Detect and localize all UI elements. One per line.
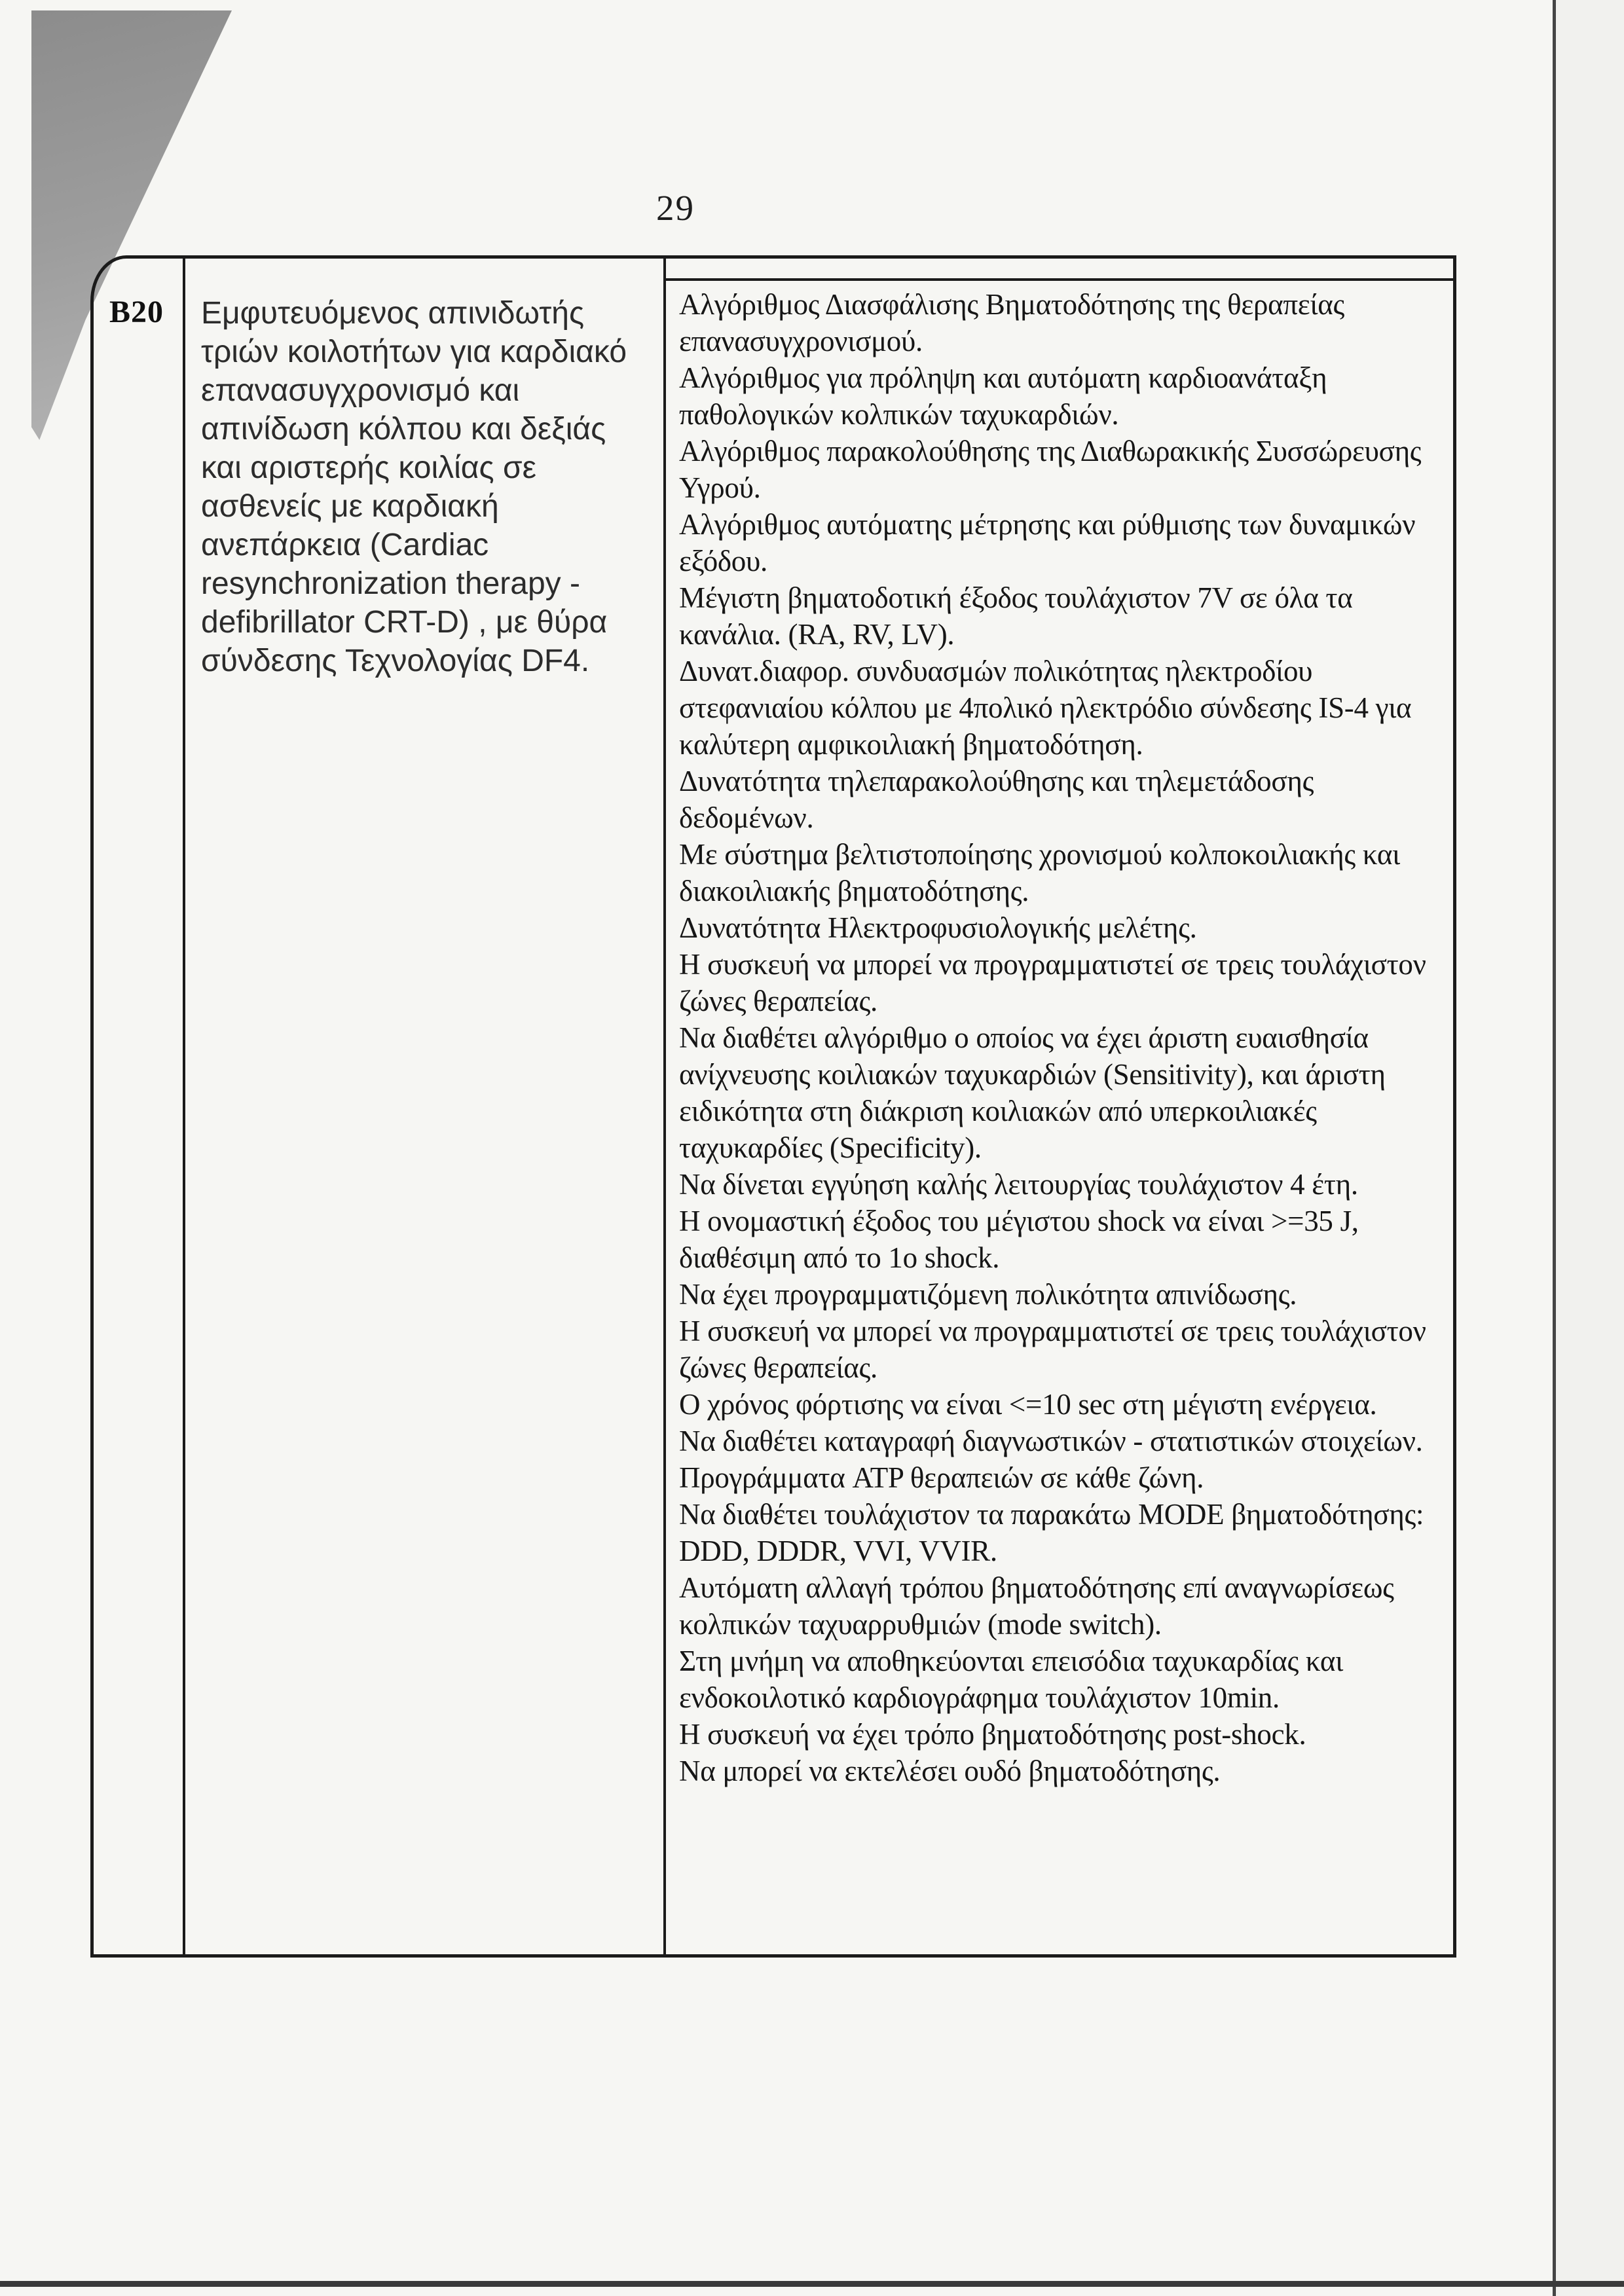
scan-edge-line-right (1553, 0, 1556, 2296)
spec-item: Να διαθέτει τουλάχιστον τα παρακάτω MODE βηματοδότησης: DDD, DDDR, VVI, VVIR. (679, 1498, 1424, 1567)
spec-item: Να δίνεται εγγύηση καλής λειτουργίας τουλάχιστον 4 έτη. (679, 1168, 1358, 1201)
spec-item: Στη μνήμη να αποθηκεύονται επεισόδια ταχυκαρδίας και ενδοκοιλοτικό καρδιογράφημα τουλάχιστον 10min. (679, 1645, 1343, 1714)
spec-item: Ο χρόνος φόρτισης να είναι <=10 sec στη μέγιστη ενέργεια. (679, 1388, 1377, 1421)
specification-table (90, 255, 1456, 1958)
spec-item: Δυνατότητα τηλεπαρακολούθησης και τηλεμετάδοσης δεδομένων. (679, 765, 1314, 834)
spec-item: Προγράμματα ATP θεραπειών σε κάθε ζώνη. (679, 1461, 1204, 1494)
spec-item: Η συσκευή να μπορεί να προγραμματιστεί σε τρεις τουλάχιστον ζώνες θεραπείας. (679, 948, 1426, 1017)
scan-paper-edge-right (1556, 0, 1624, 2296)
spec-item: Αυτόματη αλλαγή τρόπου βηματοδότησης επί αναγνωρίσεως κολπικών ταχυαρρυθμιών (mode switch). (679, 1571, 1394, 1641)
spec-item: Με σύστημα βελτιστοποίησης χρονισμού κολποκοιλιακής και διακοιλιακής βηματοδότησης. (679, 838, 1400, 907)
item-specifications-cell (666, 278, 1453, 1954)
item-code: B20 (109, 295, 164, 329)
page-number: 29 (656, 188, 695, 228)
specification-list (679, 286, 1447, 1789)
spec-item: Μέγιστη βηματοδοτική έξοδος τουλάχιστον 7V σε όλα τα κανάλια. (RA, RV, LV). (679, 581, 1353, 651)
spec-item: Αλγόριθμος Διασφάλισης Βηματοδότησης της θεραπείας επανασυγχρονισμού. (679, 288, 1345, 357)
spec-item: Να έχει προγραμματιζόμενη πολικότητα απινίδωσης. (679, 1278, 1297, 1311)
spec-item: Να διαθέτει καταγραφή διαγνωστικών - στατιστικών στοιχείων. (679, 1425, 1423, 1457)
spec-item: Αλγόριθμος για πρόληψη και αυτόματη καρδιοανάταξη παθολογικών κολπικών ταχυκαρδιών. (679, 361, 1327, 431)
spec-item: Η συσκευή να έχει τρόπο βηματοδότησης post-shock. (679, 1718, 1306, 1751)
spec-item: Δυνατ.διαφορ. συνδυασμών πολικότητας ηλεκτροδίου στεφανιαίου κόλπου με 4πολικό ηλεκτρόδιο σύνδεσης IS-4 για καλύτερη αμφικοιλιακή βηματοδότηση. (679, 655, 1412, 761)
spec-item: Η συσκευή να μπορεί να προγραμματιστεί σε τρεις τουλάχιστον ζώνες θεραπείας. (679, 1315, 1426, 1384)
item-code-cell (94, 259, 185, 1954)
item-description-cell (185, 259, 666, 1954)
spec-item: Αλγόριθμος αυτόματης μέτρησης και ρύθμισης των δυναμικών εξόδου. (679, 508, 1416, 577)
spec-item: Δυνατότητα Ηλεκτροφυσιολογικής μελέτης. (679, 911, 1197, 944)
scan-edge-line-bottom (0, 2281, 1624, 2287)
spec-item: Η ονομαστική έξοδος του μέγιστου shock να είναι >=35 J, διαθέσιμη από το 1ο shock. (679, 1205, 1359, 1274)
spec-item: Να μπορεί να εκτελέσει ουδό βηματοδότησης. (679, 1755, 1221, 1787)
spec-item: Αλγόριθμος παρακολούθησης της Διαθωρακικής Συσσώρευσης Υγρού. (679, 435, 1422, 504)
spec-item: Να διαθέτει αλγόριθμο ο οποίος να έχει άριστη ευαισθησία ανίχνευσης κοιλιακών ταχυκαρδιών (Sensitivity), και άριστη ειδικότητα στη διάκριση κοιλιακών από υπερκοιλιακές ταχυκαρδίες (Specificity). (679, 1021, 1386, 1164)
item-description: Εμφυτευόμενος απινιδωτής τριών κοιλοτήτων για καρδιακό επανασυγχρονισμό και απινίδωση κόλπου και δεξιάς και αριστερής κοιλίας σε ασθενείς με καρδιακή ανεπάρκεια (Cardiac resynchronization therapy -defibrillator CRT-D) , με θύρα σύνδεσης Τεχνολογίας DF4. (201, 296, 627, 678)
